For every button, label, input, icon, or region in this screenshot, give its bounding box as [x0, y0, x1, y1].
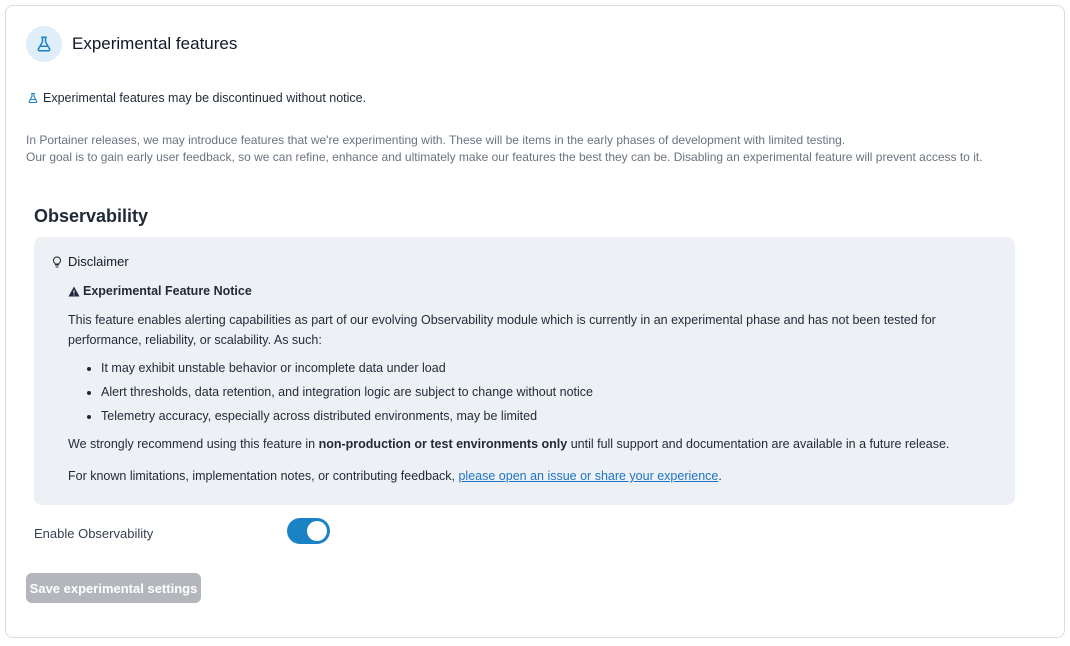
feedback-suffix: .: [718, 469, 722, 483]
list-item: • It may exhibit unstable behavior or incomplete data under load: [101, 356, 973, 380]
experimental-features-card: [5, 5, 1065, 638]
recommend-bold: non-production or test environments only: [318, 437, 568, 451]
description-line-1: In Portainer releases, we may introduce features that we're experimenting with. These will be items in the early phases of development with limited testing.: [26, 133, 846, 147]
lightbulb-icon: [51, 255, 63, 269]
notice-title: [68, 282, 973, 300]
card-header: [26, 26, 237, 62]
save-experimental-settings-button[interactable]: Save experimental settings: [26, 573, 201, 603]
page-title: Experimental features: [72, 34, 238, 53]
flask-icon: [27, 92, 39, 104]
flask-icon: [26, 26, 62, 62]
toggle-knob: [307, 521, 327, 541]
warning-text: Experimental features may be discontinued without notice.: [43, 91, 367, 105]
toggle-label: Enable Observability: [34, 526, 154, 541]
disclaimer-body: [68, 282, 973, 486]
list-item: • Telemetry accuracy, especially across distributed environments, may be limited: [101, 404, 973, 428]
disclaimer-header: [51, 254, 129, 269]
warning-triangle-icon: [68, 286, 80, 297]
feedback: [68, 466, 973, 486]
description: [26, 132, 1026, 166]
recommend-suffix: until full support and documentation are available in a future release.: [567, 437, 950, 451]
disclaimer-panel: [34, 237, 1015, 505]
feedback-link[interactable]: please open an issue or share your experience: [458, 469, 719, 483]
feedback-prefix: For known limitations, implementation notes, or contributing feedback,: [68, 469, 459, 483]
recommend-prefix: We strongly recommend using this feature in: [68, 437, 319, 451]
description-line-2: Our goal is to gain early user feedback, so we can refine, enhance and ultimately make our features the best they can be. Disabling an experimental feature will prevent access to it.: [26, 150, 983, 164]
recommendation: [68, 434, 973, 454]
enable-observability-row: [34, 518, 354, 548]
notice-list: [68, 356, 973, 428]
notice-intro: This feature enables alerting capabilities as part of our evolving Observability module which is currently in an experimental phase and has not been tested for performance, reliability, or scalability. As such:: [68, 313, 936, 347]
notice-title-text: Experimental Feature Notice: [83, 284, 252, 298]
discontinue-warning: [27, 91, 366, 105]
section-title: Observability: [34, 206, 149, 226]
enable-observability-toggle[interactable]: [287, 518, 330, 544]
list-item: • Alert thresholds, data retention, and integration logic are subject to change without notice: [101, 380, 973, 404]
disclaimer-title: Disclaimer: [68, 254, 129, 269]
